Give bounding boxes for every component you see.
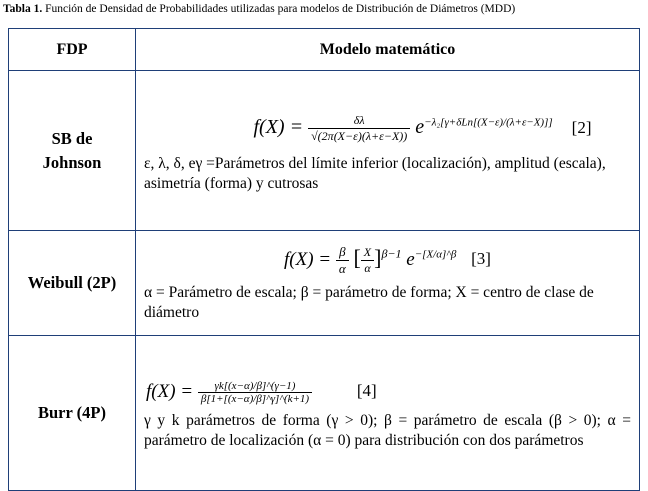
- description-weibull: α = Parámetro de escala; β = parámetro de forma; X = centro de clase de diámetro: [144, 283, 594, 321]
- model-cell-burr: [136, 336, 640, 491]
- caption-text: Función de Densidad de Probabilidades utilizadas para modelos de Distribución de Diámetros (MDD): [45, 3, 516, 15]
- caption-label: Tabla 1.: [3, 3, 43, 15]
- table-row: [9, 71, 640, 231]
- header-model: Modelo matemático: [136, 29, 640, 71]
- pdf-models-table: [8, 28, 640, 491]
- description-johnson: ε, λ, δ, eγ =Parámetros del límite inferior (localización), amplitud (escala), asimetría (forma) y cutrosas: [144, 155, 606, 192]
- header-row: [9, 29, 640, 71]
- table-row: [9, 336, 640, 491]
- description-burr: γ y k parámetros de forma (γ > 0); β = parámetro de escala (β > 0); α = parámetro de localización (α = 0) para distribución con dos parámetros: [144, 411, 631, 449]
- formula-weibull: f(X) = $\frac{\beta}{\alpha}$ [ $\frac{X}{\alpha}$ ]$^{\beta-1}$ $e^{-[X/\alpha]\^{}\beta}$ [3]: [284, 243, 491, 276]
- table-caption: [3, 3, 515, 15]
- header-fdp: FDP: [9, 29, 136, 71]
- formula-burr: f(X) = $\frac{\gamma k[(x-\alpha)/\beta]\^{}(\gamma-1)}{\beta[1+[(x-\alpha)/\beta]\^{}\gamma]\^{}(k+1)}$ [4]: [146, 379, 377, 405]
- model-cell-weibull: [136, 231, 640, 336]
- row-name-burr: Burr (4P): [9, 336, 136, 491]
- row-name-johnson: SB de Johnson: [9, 71, 136, 231]
- formula-johnson: f(X) = $\frac{\delta\lambda}{√(2\pi(X-\varepsilon)(\lambda+\varepsilon-X))}$ $e^{-\lambda_2[\gamma+\delta Ln[(X-\varepsilon)/(\lambda+\varepsilon-X)]]}$ [2]: [253, 113, 592, 143]
- model-cell-johnson: [136, 71, 640, 231]
- table-row: [9, 231, 640, 336]
- row-name-weibull: Weibull (2P): [9, 231, 136, 336]
